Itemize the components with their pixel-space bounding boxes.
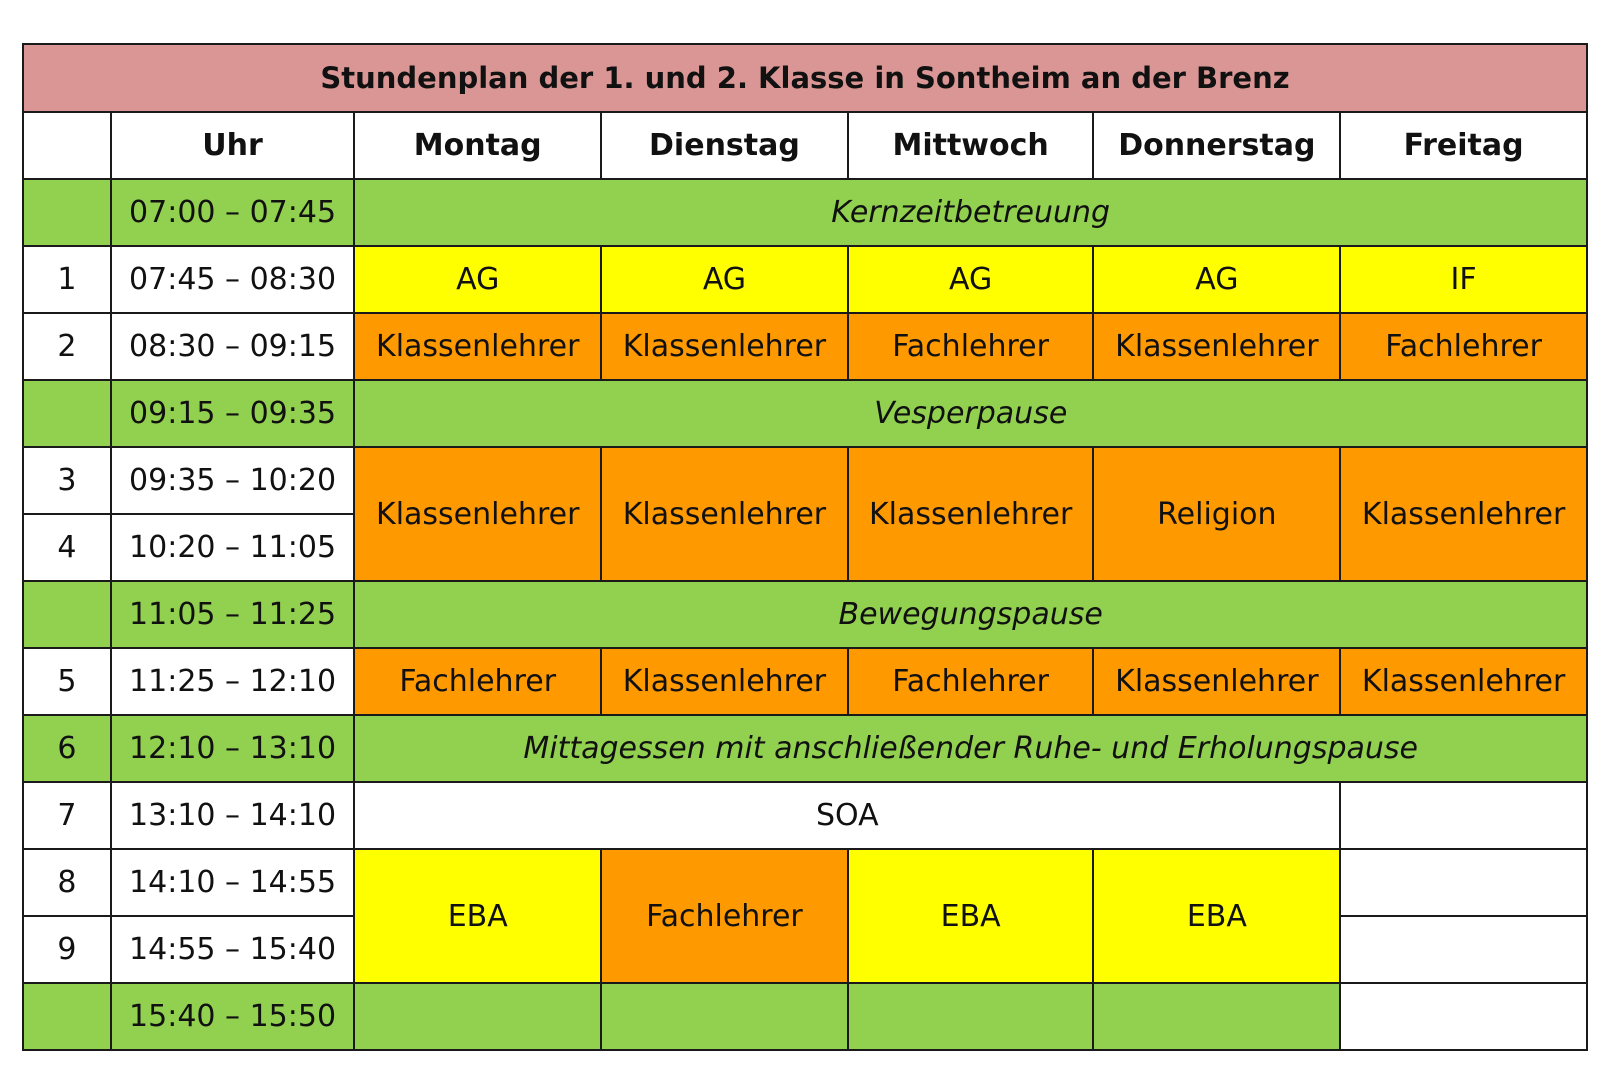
schedule-row (23, 648, 1587, 715)
period-number: 8 (23, 849, 111, 916)
period-number: 6 (23, 715, 111, 782)
lesson-cell: Klassenlehrer (601, 447, 848, 581)
schedule-row (23, 782, 1587, 849)
time-range: 13:10 – 14:10 (111, 782, 355, 849)
header-day-donnerstag: Donnerstag (1093, 112, 1340, 179)
lesson-cell: EBA (354, 849, 601, 983)
lesson-cell: Klassenlehrer (1093, 648, 1340, 715)
empty-cell (1340, 983, 1587, 1050)
time-range: 12:10 – 13:10 (111, 715, 355, 782)
break-kernzeitbetreuung: Kernzeitbetreuung (354, 179, 1587, 246)
header-day-dienstag: Dienstag (601, 112, 848, 179)
time-range: 10:20 – 11:05 (111, 514, 355, 581)
lesson-cell: IF (1340, 246, 1587, 313)
lesson-cell: AG (848, 246, 1094, 313)
schedule-row (23, 983, 1587, 1050)
lesson-cell: Klassenlehrer (1340, 648, 1587, 715)
schedule-row (23, 313, 1587, 380)
time-range: 11:25 – 12:10 (111, 648, 355, 715)
lesson-cell: AG (354, 246, 601, 313)
empty-cell (1340, 916, 1587, 983)
time-range: 14:10 – 14:55 (111, 849, 355, 916)
period-number (23, 581, 111, 648)
lesson-cell: Klassenlehrer (354, 313, 601, 380)
empty-cell (848, 983, 1094, 1050)
period-number: 3 (23, 447, 111, 514)
schedule-row (23, 447, 1587, 514)
period-number: 9 (23, 916, 111, 983)
lesson-cell: Religion (1093, 447, 1340, 581)
period-number (23, 380, 111, 447)
lesson-cell: Klassenlehrer (354, 447, 601, 581)
lesson-cell: Fachlehrer (848, 648, 1094, 715)
soa-cell: SOA (354, 782, 1340, 849)
header-num-cell (23, 112, 111, 179)
time-range: 09:15 – 09:35 (111, 380, 355, 447)
header-day-mittwoch: Mittwoch (848, 112, 1094, 179)
lesson-cell: EBA (1093, 849, 1340, 983)
lesson-cell: EBA (848, 849, 1094, 983)
header-time: Uhr (111, 112, 355, 179)
schedule-row (23, 581, 1587, 648)
period-number (23, 179, 111, 246)
lesson-cell: Fachlehrer (848, 313, 1094, 380)
break-vesperpause: Vesperpause (354, 380, 1587, 447)
lesson-cell: Klassenlehrer (601, 313, 848, 380)
lesson-cell: AG (1093, 246, 1340, 313)
empty-cell (1093, 983, 1340, 1050)
header-row (23, 112, 1587, 179)
break-mittagessen: Mittagessen mit anschließender Ruhe- und Erholungspause (354, 715, 1587, 782)
period-number: 2 (23, 313, 111, 380)
time-range: 07:00 – 07:45 (111, 179, 355, 246)
schedule-row (23, 380, 1587, 447)
period-number: 5 (23, 648, 111, 715)
break-bewegungspause: Bewegungspause (354, 581, 1587, 648)
schedule-row (23, 246, 1587, 313)
schedule-row (23, 849, 1587, 916)
period-number: 4 (23, 514, 111, 581)
lesson-cell: AG (601, 246, 848, 313)
empty-cell (1340, 782, 1587, 849)
period-number (23, 983, 111, 1050)
schedule-row (23, 715, 1587, 782)
empty-cell (601, 983, 848, 1050)
schedule-row (23, 179, 1587, 246)
lesson-cell: Klassenlehrer (848, 447, 1094, 581)
time-range: 08:30 – 09:15 (111, 313, 355, 380)
period-number: 1 (23, 246, 111, 313)
lesson-cell: Klassenlehrer (1340, 447, 1587, 581)
empty-cell (354, 983, 601, 1050)
time-range: 11:05 – 11:25 (111, 581, 355, 648)
time-range: 15:40 – 15:50 (111, 983, 355, 1050)
timetable (22, 43, 1588, 1051)
timetable-title: Stundenplan der 1. und 2. Klasse in Sontheim an der Brenz (23, 44, 1587, 112)
period-number: 7 (23, 782, 111, 849)
lesson-cell: Fachlehrer (601, 849, 848, 983)
lesson-cell: Klassenlehrer (601, 648, 848, 715)
lesson-cell: Klassenlehrer (1093, 313, 1340, 380)
lesson-cell: Fachlehrer (1340, 313, 1587, 380)
lesson-cell: Fachlehrer (354, 648, 601, 715)
empty-cell (1340, 849, 1587, 916)
time-range: 07:45 – 08:30 (111, 246, 355, 313)
header-day-montag: Montag (354, 112, 601, 179)
time-range: 14:55 – 15:40 (111, 916, 355, 983)
time-range: 09:35 – 10:20 (111, 447, 355, 514)
header-day-freitag: Freitag (1340, 112, 1587, 179)
